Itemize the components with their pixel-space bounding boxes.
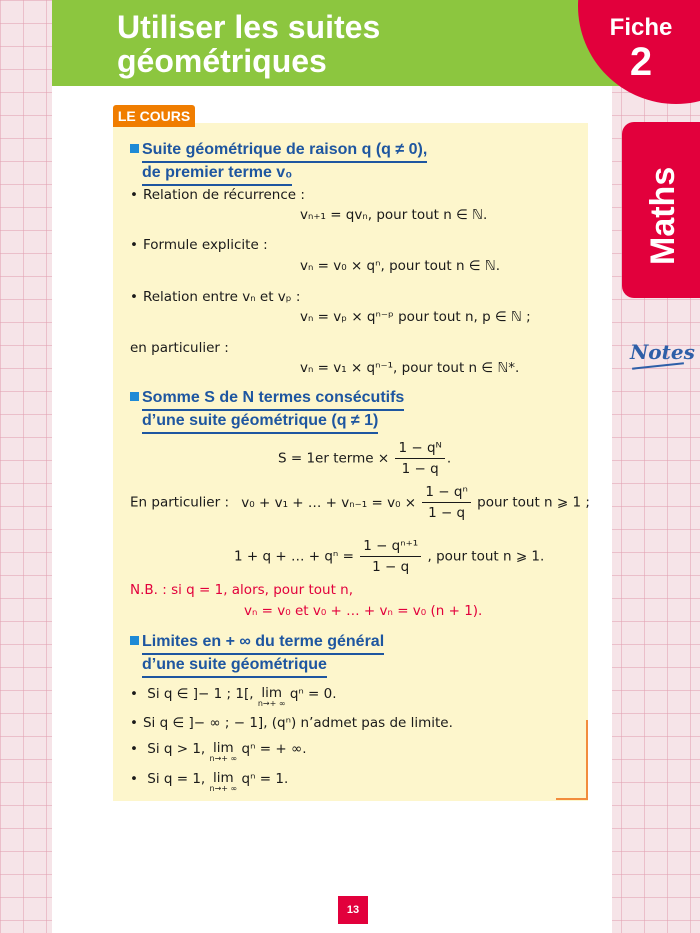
geometric-series-numerator: 1 − qⁿ⁺¹ (360, 538, 421, 557)
title-line-1: Utiliser les suites (117, 9, 381, 45)
nb-line-2: vₙ = v₀ et v₀ + … + vₙ = v₀ (n + 1). (244, 603, 483, 619)
nb-line-1: N.B. : si q = 1, alors, pour tout n, (130, 582, 354, 598)
particular-sum-suffix: pour tout n ⩾ 1 ; (477, 494, 590, 511)
recurrence-formula: vₙ₊₁ = qvₙ, pour tout n ∈ ℕ. (300, 207, 488, 223)
heading-line-2: d’une suite géométrique (142, 655, 327, 678)
subject-label (632, 150, 692, 270)
relation-label: • Relation entre vₙ et vₚ : (130, 289, 300, 305)
limit-operator (210, 771, 238, 793)
geometric-series-denominator: 1 − q (372, 559, 410, 575)
heading-line-2: de premier terme v₀ (142, 163, 292, 186)
particular-sum-label: En particulier : (130, 494, 229, 511)
particular-label: en particulier : (130, 340, 229, 356)
explicit-formula: vₙ = v₀ × qⁿ, pour tout n ∈ ℕ. (300, 258, 501, 274)
square-bullet-icon (130, 144, 139, 153)
subject-text: Maths (644, 166, 682, 265)
heading-line-1: Somme S de N termes consécutifs (142, 388, 404, 411)
square-bullet-icon (130, 392, 139, 401)
particular-sum (130, 484, 590, 521)
fiche-number: 2 (629, 40, 653, 84)
particular-sum-numerator: 1 − qⁿ (422, 484, 470, 503)
fiche-label: Fiche (609, 14, 673, 41)
sum-fraction (395, 440, 444, 477)
limit-case-2: • Si q ∈ ]− ∞ ; − 1], (qⁿ) n’admet pas de limite. (130, 715, 453, 731)
sum-denominator: 1 − q (401, 461, 439, 477)
page-title (117, 10, 557, 78)
title-line-2: géométriques (117, 43, 327, 79)
lim-subscript: n→+ ∞ (209, 784, 238, 793)
sum-prefix: S = 1er terme × (278, 450, 390, 467)
panel-corner-mark (586, 720, 588, 800)
limit-case-4-suffix: qⁿ = 1. (241, 771, 289, 787)
recurrence-label: • Relation de récurrence : (130, 187, 305, 203)
lim-word: lim (261, 685, 282, 701)
limit-case-4 (130, 771, 288, 793)
square-bullet-icon (130, 636, 139, 645)
limit-case-1 (130, 686, 337, 708)
section-heading-limits (130, 632, 384, 678)
explicit-label: • Formule explicite : (130, 237, 268, 253)
heading-line-1: Limites en + ∞ du terme général (142, 632, 384, 655)
particular-sum-fraction (422, 484, 470, 521)
particular-sum-lhs: v₀ + v₁ + … + vₙ₋₁ = v₀ × (241, 494, 417, 511)
lim-subscript: n→+ ∞ (257, 699, 286, 708)
cours-badge: LE COURS (113, 105, 195, 127)
heading-line-1: Suite géométrique de raison q (q ≠ 0), (142, 140, 427, 163)
lim-subscript: n→+ ∞ (209, 754, 238, 763)
section-heading-geometric (130, 140, 427, 186)
sum-numerator: 1 − qᴺ (395, 440, 444, 459)
particular-sum-denominator: 1 − q (428, 505, 466, 521)
limit-operator (258, 686, 286, 708)
limit-case-4-prefix: Si q = 1, (147, 771, 206, 787)
limit-operator (210, 741, 238, 763)
geometric-series (234, 538, 544, 575)
particular-formula: vₙ = v₁ × qⁿ⁻¹, pour tout n ∈ ℕ*. (300, 360, 520, 376)
notes-label: Notes (630, 340, 690, 370)
limit-case-1-prefix: Si q ∈ ]− 1 ; 1[, (147, 686, 254, 702)
relation-formula: vₙ = vₚ × qⁿ⁻ᵖ pour tout n, p ∈ ℕ ; (300, 309, 531, 325)
heading-line-2: d’une suite géométrique (q ≠ 1) (142, 411, 378, 434)
geometric-series-lhs: 1 + q + … + qⁿ = (234, 548, 354, 565)
panel-corner-mark-bottom (556, 798, 588, 800)
page-number: 13 (338, 896, 368, 924)
section-heading-sum (130, 388, 404, 434)
lim-word: lim (213, 770, 234, 786)
lim-word: lim (213, 740, 234, 756)
limit-case-1-suffix: qⁿ = 0. (289, 686, 337, 702)
sum-formula: S = 1er terme × $\frac{\text{1 − qᴺ}}{1 - q}$ . (278, 440, 452, 477)
geometric-series-suffix: , pour tout n ⩾ 1. (427, 548, 545, 565)
limit-case-3-suffix: qⁿ = + ∞. (241, 741, 307, 757)
limit-case-3-prefix: Si q > 1, (147, 741, 206, 757)
geometric-series-fraction (360, 538, 421, 575)
limit-case-3 (130, 741, 307, 763)
